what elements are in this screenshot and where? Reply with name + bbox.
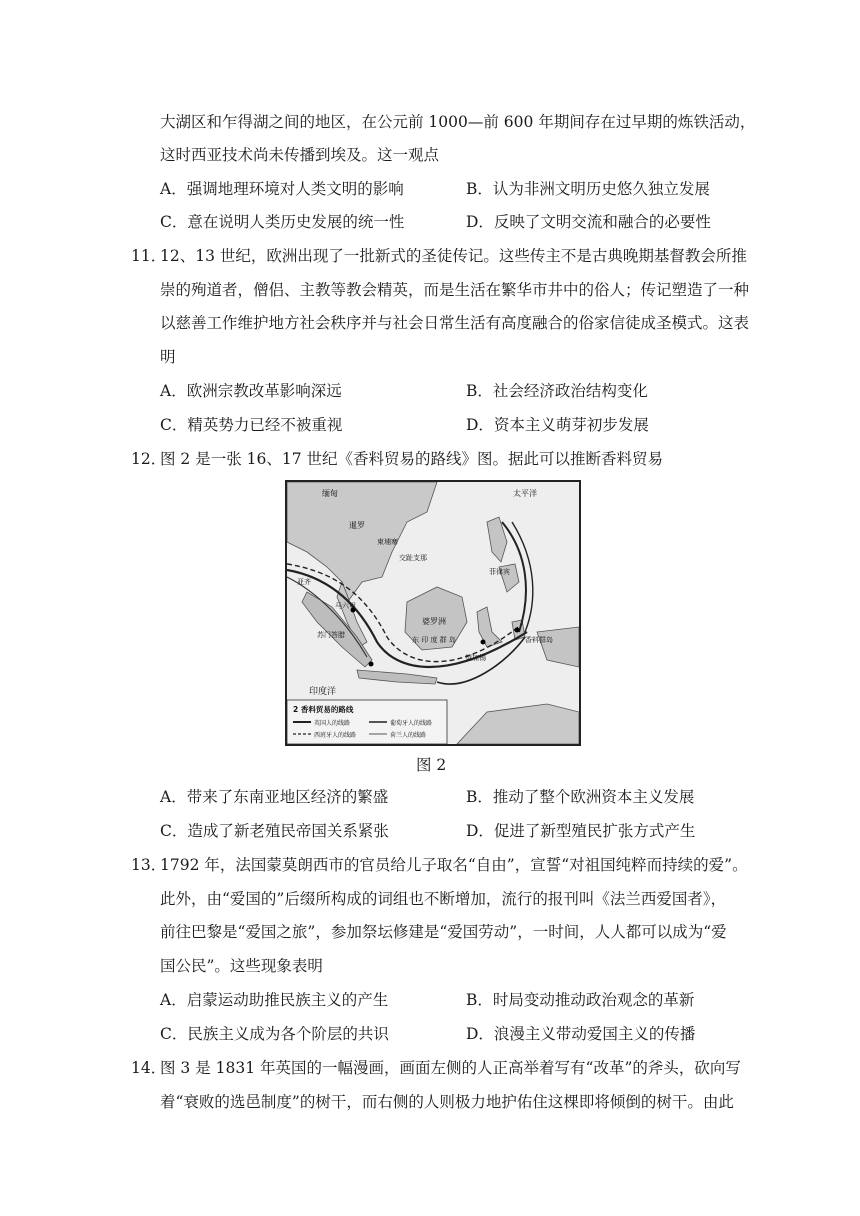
q11-number: 11．: [131, 247, 167, 265]
map-label-sumatra: 苏门答腊: [317, 631, 345, 639]
map-label-siam: 暹罗: [349, 521, 365, 530]
q13-option-c[interactable]: C．民族主义成为各个阶层的共识: [160, 1025, 389, 1043]
q11-option-a[interactable]: A．欧洲宗教改革影响深远: [160, 382, 342, 400]
q13-stem-line: 1792 年，法国蒙莫朗西市的官员给儿子取名“自由”，宣誓“对祖国纯粹而持续的爱”。: [160, 856, 748, 874]
q13-option-d[interactable]: D．浪漫主义带动爱国主义的传播: [466, 1025, 696, 1043]
q14-stem-line: 图 3 是 1831 年英国的一幅漫画，画面左侧的人正高举着写有“改革”的斧头，砍向写: [160, 1059, 741, 1077]
q12-number: 12．: [131, 450, 167, 468]
q11-option-d[interactable]: D．资本主义萌芽初步发展: [466, 416, 649, 434]
map-legend-item: 西班牙人的线路: [314, 732, 357, 739]
q11-stem-line: 12、13 世纪，欧洲出现了一批新式的圣徒传记。这些传主不是古典晚期基督教会所推: [160, 247, 747, 265]
map-label-moluccas: 香料群岛: [525, 636, 553, 644]
q12-option-c[interactable]: C．造成了新老殖民帝国关系紧张: [160, 822, 389, 840]
map-legend-item: 葡萄牙人的线路: [390, 720, 433, 727]
q12-option-d[interactable]: D．促进了新型殖民扩张方式产生: [466, 822, 696, 840]
q11-option-b[interactable]: B．社会经济政治结构变化: [466, 382, 648, 400]
map-label-pacific: 太平洋: [513, 489, 537, 498]
q13-option-a[interactable]: A．启蒙运动助推民族主义的产生: [160, 991, 389, 1009]
q10-option-b[interactable]: B．认为非洲文明历史悠久独立发展: [466, 180, 710, 198]
q12-option-a[interactable]: A．带来了东南亚地区经济的繁盛: [160, 788, 389, 806]
map-label-cambodia: 柬埔寨: [377, 538, 398, 546]
q13-option-b[interactable]: B．时局变动推动政治观念的革新: [466, 991, 695, 1009]
map-legend-item: 荷兰人的线路: [390, 732, 427, 739]
spice-trade-map: [285, 480, 581, 746]
map-label-borneo: 婆罗洲: [422, 617, 446, 626]
map-label-aceh: 亚齐: [297, 578, 311, 586]
q13-stem-line: 前往巴黎是“爱国之旅”，参加祭坛修建是“爱国劳动”，一时间，人人都可以成为“爱: [160, 923, 727, 941]
map-label-malacca: 马六甲: [335, 602, 356, 610]
map-label-east-indies: 东 印 度 群 岛: [412, 636, 456, 644]
q13-number: 13．: [131, 856, 167, 874]
q11-stem-line: 崇的殉道者，僧侣、主教等教会精英，而是生活在繁华市井中的俗人；传记塑造了一种: [160, 281, 750, 299]
q12-stem-line: 图 2 是一张 16、17 世纪《香料贸易的路线》图。据此可以推断香料贸易: [160, 450, 664, 468]
map-label-cochin: 交趾支那: [399, 554, 427, 562]
q13-stem-line: 国公民”。这些现象表明: [160, 957, 323, 975]
q11-option-c[interactable]: C．精英势力已经不被重视: [160, 416, 343, 434]
map-label-burma: 缅甸: [322, 489, 338, 498]
q14-stem-line: 着“衰败的选邑制度”的树干，而右侧的人则极力地护佑住这棵即将倾倒的树干。由此: [160, 1093, 734, 1111]
q14-number: 14．: [131, 1059, 167, 1077]
map-legend-item: 英国人的线路: [314, 720, 351, 727]
q10-option-d[interactable]: D．反映了文明交流和融合的必要性: [466, 213, 711, 231]
q11-stem-line: 明: [160, 348, 176, 366]
map-label-philippines: 菲律宾: [489, 568, 510, 576]
q10-option-c[interactable]: C．意在说明人类历史发展的统一性: [160, 213, 405, 231]
map-svg: [287, 482, 579, 744]
q13-stem-line: 此外，由“爱国的”后缀所构成的词组也不断增加，流行的报刊叫《法兰西爱国者》，: [160, 890, 727, 908]
figure-caption: 图 2: [416, 756, 447, 774]
q11-stem-line: 以慈善工作维护地方社会秩序并与社会日常生活有高度融合的俗家信徒成圣模式。这表: [160, 314, 750, 332]
map-legend-title: 2 香料贸易的路线: [293, 705, 354, 714]
q12-option-b[interactable]: B．推动了整个欧洲资本主义发展: [466, 788, 695, 806]
q10-stem-line: 大湖区和乍得湖之间的地区，在公元前 1000—前 600 年期间存在过早期的炼铁活动，: [160, 113, 756, 131]
map-label-makassar: 望加锡: [465, 654, 486, 662]
q10-stem-line: 这时西亚技术尚未传播到埃及。这一观点: [160, 146, 440, 164]
map-label-indian-ocean: 印度洋: [309, 687, 337, 697]
q10-option-a[interactable]: A．强调地理环境对人类文明的影响: [160, 180, 404, 198]
